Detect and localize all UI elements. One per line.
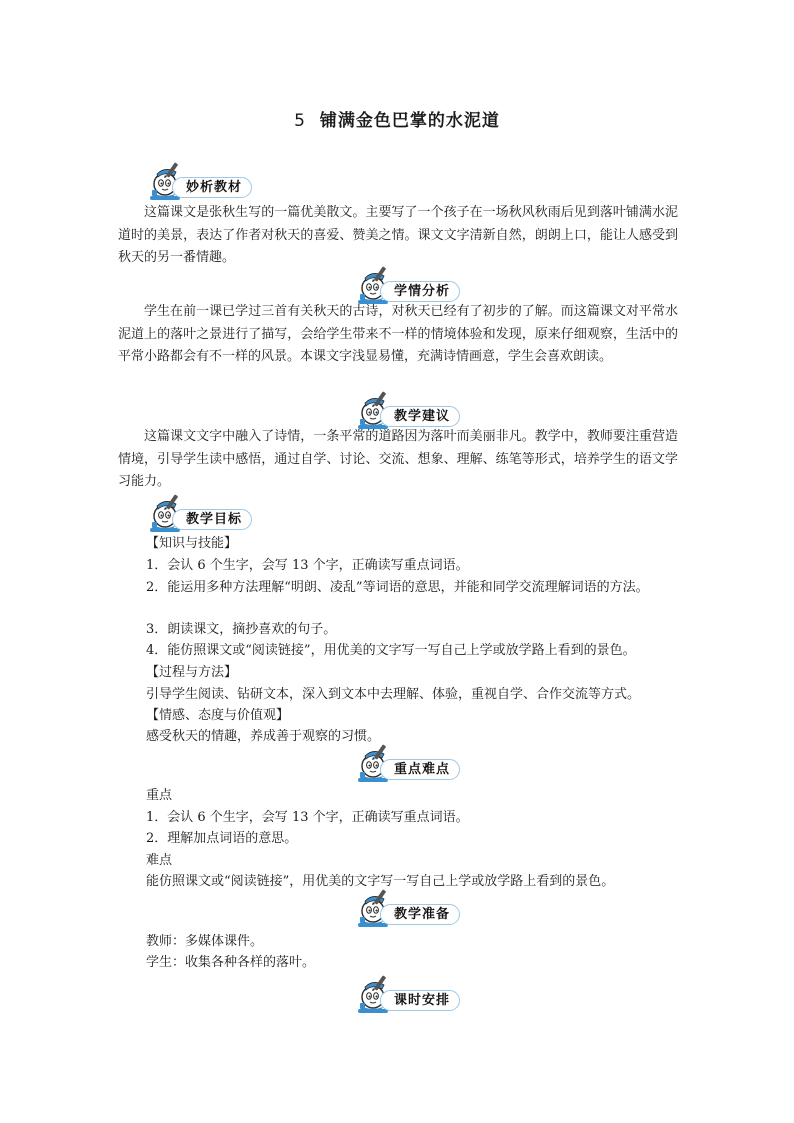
section-badge-prep: [354, 895, 464, 929]
section-heading: 重点难点: [393, 762, 450, 777]
goals-emotion-text: 感受秋天的情趣，养成善于观察的习惯。: [146, 729, 381, 744]
section-badge-goals: [146, 500, 256, 534]
section-badge-schedule: [354, 981, 464, 1015]
section-heading: 教学目标: [185, 512, 242, 527]
student-paragraph: 学生在前一课已学过三首有关秋天的古诗，对秋天已经有了初步的了解。而这篇课文对平常水泥道上的落叶之景进行了描写，会给学生带来不一样的情境体验和发现，原来仔细观察，生活中的平常小路都会有不一样的风景。本课文字浅显易懂，充满诗情画意，学生会喜欢朗读。: [118, 304, 678, 364]
section-heading: 学情分析: [393, 284, 450, 299]
goals-knowledge-heading: 【知识与技能】: [146, 536, 238, 551]
section-badge-keypoints: [354, 750, 464, 784]
prep-student: 学生：收集各种各样的落叶。: [146, 955, 316, 970]
section-heading: 课时安排: [393, 993, 450, 1008]
page-title: [0, 106, 794, 131]
goal-item: 2．能运用多种方法理解“明朗、凌乱”等词语的意思，并能和同学交流理解词语的方法。: [146, 580, 649, 595]
suggestion-paragraph: 这篇课文文字中融入了诗情，一条平常的道路因为落叶而美丽非凡。教学中，教师要注重营造情境，引导学生读中感悟，通过自学、讨论、交流、想象、理解、练笔等形式，培养学生的语文学习能力。: [118, 429, 678, 489]
keypoint-item: 1．会认 6 个生字，会写 13 个字，正确读写重点词语。: [146, 810, 469, 825]
goals-process-text: 引导学生阅读、钻研文本，深入到文本中去理解、体验，重视自学、合作交流等方式。: [146, 687, 641, 702]
difficulty-item: 能仿照课文或“阅读链接”，用优美的文字写一写自己上学或放学路上看到的景色。: [146, 874, 615, 889]
goal-item: 3．朗读课文，摘抄喜欢的句子。: [146, 622, 337, 637]
lesson-title: 铺满金色巴掌的水泥道: [319, 111, 500, 131]
keypoints-heading: 重点: [146, 788, 173, 803]
section-heading: 教学准备: [393, 907, 450, 922]
difficulty-heading: 难点: [146, 853, 173, 868]
section-heading: 教学建议: [393, 409, 450, 424]
goal-item: 4．能仿照课文或“阅读链接”，用优美的文字写一写自己上学或放学路上看到的景色。: [146, 643, 636, 658]
section-badge-analysis: [146, 168, 256, 202]
analysis-paragraph: 这篇课文是张秋生写的一篇优美散文。主要写了一个孩子在一场秋风秋雨后见到落叶铺满水泥道时的美景，表达了作者对秋天的喜爱、赞美之情。课文文字清新自然，朗朗上口，能让人感受到秋天的另一番情趣。: [118, 205, 678, 265]
lesson-number: 5: [294, 111, 306, 131]
goals-emotion-heading: 【情感、态度与价值观】: [146, 708, 290, 723]
prep-teacher: 教师：多媒体课件。: [146, 934, 264, 949]
keypoint-item: 2．理解加点词语的意思。: [146, 831, 298, 846]
goals-process-heading: 【过程与方法】: [146, 665, 238, 680]
goal-item: 1．会认 6 个生字，会写 13 个字，正确读写重点词语。: [146, 558, 469, 573]
section-heading: 妙析教材: [185, 180, 242, 195]
